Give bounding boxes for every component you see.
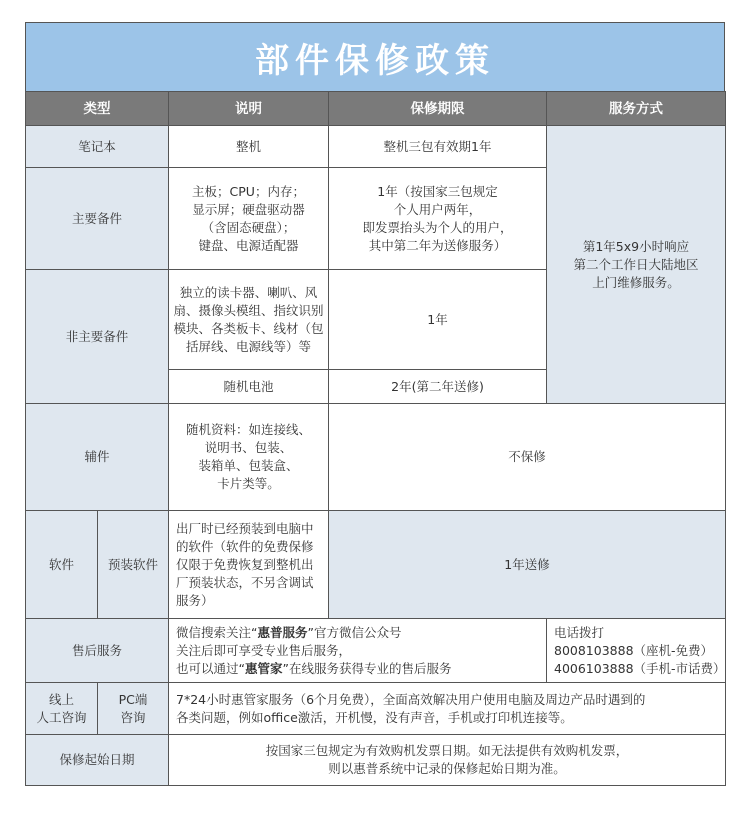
after-sales-line-3: 也可以通过“惠管家”在线服务获得专业的售后服务: [176, 660, 452, 676]
row-type: 非主要备件: [26, 270, 169, 404]
table-row: [26, 126, 726, 168]
row-type: 软件: [26, 511, 98, 619]
row-subtype: 预装软件: [98, 511, 169, 619]
row-desc: 随机电池: [169, 370, 329, 404]
row-type: 线上 人工咨询: [26, 683, 98, 735]
after-sales-line-2: 关注后即可享受专业售后服务，: [176, 642, 352, 658]
phone-landline: 8008103888（座机-免费）: [554, 642, 714, 658]
row-desc: 整机: [169, 126, 329, 168]
hp-service-name: 惠普服务: [257, 624, 308, 640]
row-period: 1年送修: [329, 511, 726, 619]
table-row: [26, 511, 726, 619]
header-desc: 说明: [169, 92, 329, 126]
row-desc: 出厂时已经预装到电脑中的软件（软件的免费保修仅限于免费恢复到整机出厂预装状态，不另含调试服务）: [169, 511, 329, 619]
row-period: 2年(第二年送修): [329, 370, 547, 404]
policy-sheet: [25, 22, 725, 786]
row-period: 1年（按国家三包规定 个人用户两年， 即发票抬头为个人的用户， 其中第二年为送修服务）: [329, 168, 547, 270]
row-period: 1年: [329, 270, 547, 370]
row-desc: 按国家三包规定为有效购机发票日期。如无法提供有效购机发票， 则以惠普系统中记录的保修起始日期为准。: [169, 735, 726, 786]
page-title: 部件保修政策: [25, 22, 725, 91]
header-type: 类型: [26, 92, 169, 126]
service-mode-cell: 第1年5x9小时响应 第二个工作日大陆地区 上门维修服务。: [547, 126, 726, 404]
row-period: 整机三包有效期1年: [329, 126, 547, 168]
hp-manager-name: 惠管家: [244, 660, 283, 676]
table-row: [26, 404, 726, 511]
row-desc: 随机资料：如连接线、 说明书、包装、 装箱单、包装盒、 卡片类等。: [169, 404, 329, 511]
header-period: 保修期限: [329, 92, 547, 126]
row-type: 保修起始日期: [26, 735, 169, 786]
phone-title: 电话拨打: [554, 624, 605, 640]
row-desc: 7*24小时惠管家服务（6个月免费），全面高效解决用户使用电脑及周边产品时遇到的 各类问题，例如office激活，开机慢，没有声音，手机或打印机连接等。: [169, 683, 726, 735]
row-type: 主要备件: [26, 168, 169, 270]
row-type: 笔记本: [26, 126, 169, 168]
table-row: [26, 619, 726, 683]
header-row: [26, 92, 726, 126]
header-service: 服务方式: [547, 92, 726, 126]
row-type: 辅件: [26, 404, 169, 511]
table-row: [26, 683, 726, 735]
row-desc: 主板；CPU；内存； 显示屏；硬盘驱动器 （含固态硬盘）； 键盘、电源适配器: [169, 168, 329, 270]
after-sales-line-1: 微信搜索关注“惠普服务”官方微信公众号: [176, 624, 402, 640]
row-subtype: PC端 咨询: [98, 683, 169, 735]
policy-table: [25, 91, 726, 786]
row-desc: 独立的读卡器、喇叭、风扇、摄像头模组、指纹识别模块、各类板卡、线材（包括屏线、电源线等）等: [169, 270, 329, 370]
table-row: [26, 735, 726, 786]
row-period: 不保修: [329, 404, 726, 511]
phone-mobile: 4006103888（手机-市话费）: [554, 660, 726, 676]
phone-cell: [547, 619, 726, 683]
after-sales-desc: [169, 619, 547, 683]
row-type: 售后服务: [26, 619, 169, 683]
